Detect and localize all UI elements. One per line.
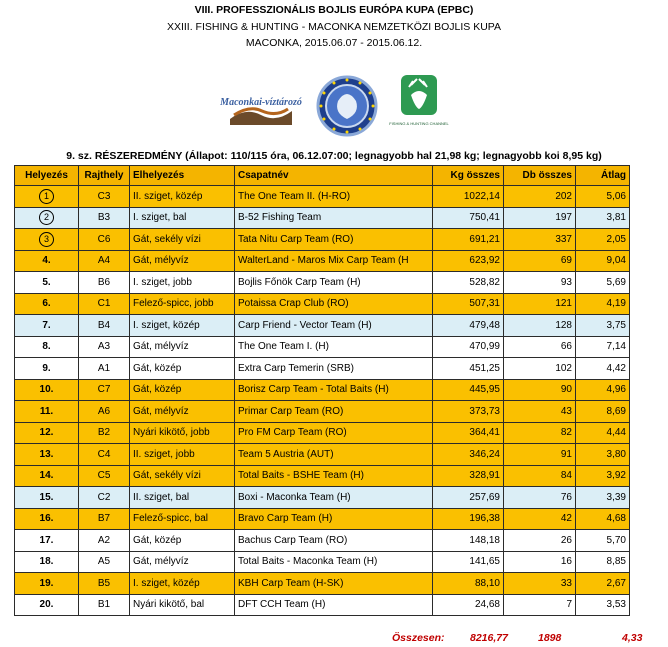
place-cell: Gát, közép — [130, 530, 235, 552]
epbc-globe-logo — [316, 73, 378, 139]
table-row — [15, 186, 630, 208]
spot-cell: A2 — [79, 530, 130, 552]
table-row — [15, 272, 630, 294]
avg-cell: 5,70 — [576, 530, 630, 552]
place-cell: Gát, közép — [130, 379, 235, 401]
header-line-2: XXIII. FISHING & HUNTING - MACONKA NEMZETKÖZI BOJLIS KUPA — [166, 21, 502, 33]
col-header-kg: Kg összes — [433, 166, 504, 186]
kg-cell: 373,73 — [433, 401, 504, 423]
db-cell: 337 — [504, 229, 576, 251]
spot-cell: C7 — [79, 379, 130, 401]
table-row — [15, 551, 630, 573]
table-row — [15, 444, 630, 466]
place-cell: Nyári kikötő, jobb — [130, 422, 235, 444]
spot-cell: A4 — [79, 250, 130, 272]
place-cell: I. sziget, közép — [130, 315, 235, 337]
rank-cell: 19. — [15, 573, 79, 595]
avg-cell: 7,14 — [576, 336, 630, 358]
db-cell: 26 — [504, 530, 576, 552]
team-cell: Bachus Carp Team (RO) — [235, 530, 433, 552]
db-cell: 7 — [504, 594, 576, 616]
spot-cell: B1 — [79, 594, 130, 616]
db-cell: 42 — [504, 508, 576, 530]
place-cell: I. sziget, bal — [130, 207, 235, 229]
rank-cell: 4. — [15, 250, 79, 272]
spot-cell: C4 — [79, 444, 130, 466]
kg-cell: 141,65 — [433, 551, 504, 573]
logos-row — [0, 73, 668, 145]
table-row — [15, 508, 630, 530]
kg-cell: 364,41 — [433, 422, 504, 444]
avg-cell: 4,19 — [576, 293, 630, 315]
spot-cell: A3 — [79, 336, 130, 358]
fishing-hunting-logo — [389, 73, 449, 137]
kg-cell: 507,31 — [433, 293, 504, 315]
team-cell: Bojlis Főnök Carp Team (H) — [235, 272, 433, 294]
kg-cell: 479,48 — [433, 315, 504, 337]
rank-cell — [15, 186, 79, 208]
avg-cell: 2,05 — [576, 229, 630, 251]
results-subtitle: 9. sz. RÉSZEREDMÉNY (Állapot: 110/115 óra, 06.12.07:00; legnagyobb hal 21,98 kg; legnagyobb koi 8,95 kg) — [66, 150, 602, 162]
rank-cell: 11. — [15, 401, 79, 423]
spot-cell: C1 — [79, 293, 130, 315]
col-header-spot: Rajthely — [79, 166, 130, 186]
db-cell: 91 — [504, 444, 576, 466]
spot-cell: A1 — [79, 358, 130, 380]
spot-cell: B5 — [79, 573, 130, 595]
place-cell: Nyári kikötő, bal — [130, 594, 235, 616]
table-row — [15, 229, 630, 251]
place-cell: Gát, mélyvíz — [130, 551, 235, 573]
avg-cell: 4,44 — [576, 422, 630, 444]
total-avg: 4,33 — [622, 632, 643, 644]
db-cell: 66 — [504, 336, 576, 358]
table-row — [15, 207, 630, 229]
col-header-team: Csapatnév — [235, 166, 433, 186]
kg-cell: 445,95 — [433, 379, 504, 401]
rank-medal-icon: 1 — [39, 189, 54, 204]
avg-cell: 4,96 — [576, 379, 630, 401]
avg-cell: 3,53 — [576, 594, 630, 616]
rank-cell: 18. — [15, 551, 79, 573]
team-cell: Boxi - Maconka Team (H) — [235, 487, 433, 509]
place-cell: Gát, mélyvíz — [130, 401, 235, 423]
spot-cell: C3 — [79, 186, 130, 208]
team-cell: Pro FM Carp Team (RO) — [235, 422, 433, 444]
team-cell: Borisz Carp Team - Total Baits (H) — [235, 379, 433, 401]
avg-cell: 8,85 — [576, 551, 630, 573]
col-header-avg: Átlag — [576, 166, 630, 186]
avg-cell: 8,69 — [576, 401, 630, 423]
spot-cell: B4 — [79, 315, 130, 337]
spot-cell: C6 — [79, 229, 130, 251]
table-row — [15, 250, 630, 272]
fishing-hunting-logo-text: FISHING & HUNTING CHANNEL — [389, 121, 449, 126]
place-cell: Felező-spicc, bal — [130, 508, 235, 530]
total-db: 1898 — [538, 632, 562, 644]
results-table — [14, 165, 630, 616]
team-cell: WalterLand - Maros Mix Carp Team (H — [235, 250, 433, 272]
place-cell: I. sziget, jobb — [130, 272, 235, 294]
avg-cell: 3,92 — [576, 465, 630, 487]
team-cell: The One Team I. (H) — [235, 336, 433, 358]
db-cell: 84 — [504, 465, 576, 487]
rank-cell — [15, 229, 79, 251]
kg-cell: 148,18 — [433, 530, 504, 552]
rank-cell: 7. — [15, 315, 79, 337]
table-row — [15, 336, 630, 358]
db-cell: 33 — [504, 573, 576, 595]
col-header-place: Elhelyezés — [130, 166, 235, 186]
header-line-3: MACONKA, 2015.06.07 - 2015.06.12. — [245, 37, 423, 49]
team-cell: Extra Carp Temerin (SRB) — [235, 358, 433, 380]
kg-cell: 623,92 — [433, 250, 504, 272]
rank-cell: 16. — [15, 508, 79, 530]
place-cell: Gát, mélyvíz — [130, 250, 235, 272]
table-row — [15, 573, 630, 595]
table-row — [15, 422, 630, 444]
table-row — [15, 594, 630, 616]
maconka-logo — [220, 85, 302, 129]
kg-cell: 196,38 — [433, 508, 504, 530]
team-cell: Team 5 Austria (AUT) — [235, 444, 433, 466]
kg-cell: 1022,14 — [433, 186, 504, 208]
avg-cell: 2,67 — [576, 573, 630, 595]
kg-cell: 24,68 — [433, 594, 504, 616]
db-cell: 121 — [504, 293, 576, 315]
avg-cell: 4,68 — [576, 508, 630, 530]
spot-cell: B3 — [79, 207, 130, 229]
avg-cell: 3,39 — [576, 487, 630, 509]
place-cell: II. sziget, bal — [130, 487, 235, 509]
table-row — [15, 530, 630, 552]
db-cell: 102 — [504, 358, 576, 380]
team-cell: Tata Nitu Carp Team (RO) — [235, 229, 433, 251]
team-cell: Total Baits - BSHE Team (H) — [235, 465, 433, 487]
spot-cell: C2 — [79, 487, 130, 509]
rank-cell: 9. — [15, 358, 79, 380]
rank-cell — [15, 207, 79, 229]
total-kg: 8216,77 — [470, 632, 508, 644]
place-cell: Gát, sekély vízi — [130, 465, 235, 487]
db-cell: 43 — [504, 401, 576, 423]
table-row — [15, 401, 630, 423]
rank-cell: 12. — [15, 422, 79, 444]
team-cell: B-52 Fishing Team — [235, 207, 433, 229]
db-cell: 82 — [504, 422, 576, 444]
team-cell: Primar Carp Team (RO) — [235, 401, 433, 423]
spot-cell: B7 — [79, 508, 130, 530]
rank-cell: 5. — [15, 272, 79, 294]
rank-cell: 20. — [15, 594, 79, 616]
avg-cell: 5,69 — [576, 272, 630, 294]
col-header-rank: Helyezés — [15, 166, 79, 186]
team-cell: Total Baits - Maconka Team (H) — [235, 551, 433, 573]
kg-cell: 451,25 — [433, 358, 504, 380]
team-cell: Carp Friend - Vector Team (H) — [235, 315, 433, 337]
rank-cell: 13. — [15, 444, 79, 466]
table-row — [15, 487, 630, 509]
maconka-logo-text: Maconkai-víztározó — [220, 97, 302, 108]
db-cell: 197 — [504, 207, 576, 229]
avg-cell: 3,81 — [576, 207, 630, 229]
spot-cell: C5 — [79, 465, 130, 487]
rank-cell: 8. — [15, 336, 79, 358]
spot-cell: B2 — [79, 422, 130, 444]
kg-cell: 691,21 — [433, 229, 504, 251]
place-cell: I. sziget, közép — [130, 573, 235, 595]
spot-cell: A6 — [79, 401, 130, 423]
rank-cell: 6. — [15, 293, 79, 315]
rank-cell: 10. — [15, 379, 79, 401]
team-cell: The One Team II. (H-RO) — [235, 186, 433, 208]
avg-cell: 3,80 — [576, 444, 630, 466]
team-cell: DFT CCH Team (H) — [235, 594, 433, 616]
kg-cell: 328,91 — [433, 465, 504, 487]
table-row — [15, 293, 630, 315]
rank-medal-icon: 2 — [39, 210, 54, 225]
rank-cell: 15. — [15, 487, 79, 509]
place-cell: Felező-spicc, jobb — [130, 293, 235, 315]
table-row — [15, 315, 630, 337]
rank-cell: 17. — [15, 530, 79, 552]
db-cell: 76 — [504, 487, 576, 509]
team-cell: Bravo Carp Team (H) — [235, 508, 433, 530]
db-cell: 16 — [504, 551, 576, 573]
kg-cell: 750,41 — [433, 207, 504, 229]
spot-cell: A5 — [79, 551, 130, 573]
db-cell: 128 — [504, 315, 576, 337]
place-cell: II. sziget, közép — [130, 186, 235, 208]
place-cell: Gát, mélyvíz — [130, 336, 235, 358]
rank-cell: 14. — [15, 465, 79, 487]
total-label: Összesen: — [392, 632, 445, 644]
kg-cell: 88,10 — [433, 573, 504, 595]
avg-cell: 5,06 — [576, 186, 630, 208]
team-cell: KBH Carp Team (H-SK) — [235, 573, 433, 595]
rank-medal-icon: 3 — [39, 232, 54, 247]
col-header-db: Db összes — [504, 166, 576, 186]
spot-cell: B6 — [79, 272, 130, 294]
db-cell: 69 — [504, 250, 576, 272]
avg-cell: 9,04 — [576, 250, 630, 272]
kg-cell: 346,24 — [433, 444, 504, 466]
team-cell: Potaissa Crap Club (RO) — [235, 293, 433, 315]
avg-cell: 4,42 — [576, 358, 630, 380]
table-row — [15, 465, 630, 487]
table-row — [15, 379, 630, 401]
table-row — [15, 358, 630, 380]
table-header-row — [15, 166, 630, 186]
db-cell: 93 — [504, 272, 576, 294]
db-cell: 90 — [504, 379, 576, 401]
header-line-1: VIII. PROFESSZIONÁLIS BOJLIS EURÓPA KUPA (EPBC) — [194, 4, 474, 16]
db-cell: 202 — [504, 186, 576, 208]
place-cell: Gát, sekély vízi — [130, 229, 235, 251]
place-cell: II. sziget, jobb — [130, 444, 235, 466]
kg-cell: 528,82 — [433, 272, 504, 294]
place-cell: Gát, közép — [130, 358, 235, 380]
kg-cell: 257,69 — [433, 487, 504, 509]
avg-cell: 3,75 — [576, 315, 630, 337]
kg-cell: 470,99 — [433, 336, 504, 358]
